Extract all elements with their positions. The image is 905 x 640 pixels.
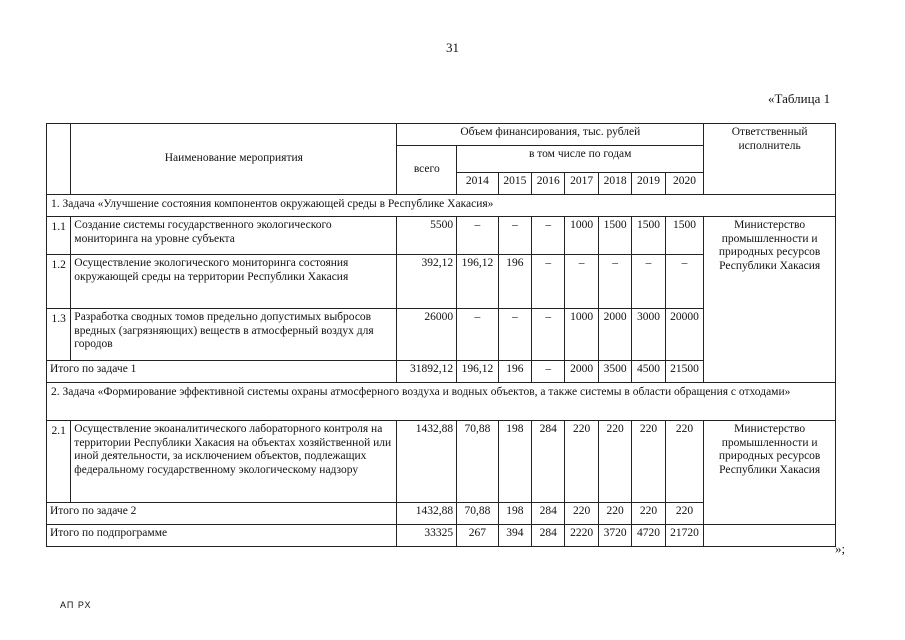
row-year-value: 220 <box>565 421 598 503</box>
header-num-blank <box>47 124 71 195</box>
subtotal-total: 31892,12 <box>397 361 457 383</box>
grand-total-year-value: 3720 <box>598 525 631 547</box>
row-number: 1.2 <box>47 255 71 309</box>
row-year-value: 1000 <box>565 217 598 255</box>
row-year-value: 2000 <box>598 309 631 361</box>
subtotal-year-value: 21500 <box>665 361 704 383</box>
row-year-value: 3000 <box>632 309 665 361</box>
row-name: Создание системы государственного экологического мониторинга на уровне субъекта <box>71 217 397 255</box>
header-responsible: Ответственный исполнитель <box>704 124 836 195</box>
row-name: Осуществление экологического мониторинга состояния окружающей среды на территории Республики Хакасия <box>71 255 397 309</box>
subtotal-year-value: 220 <box>565 503 598 525</box>
row-year-value: 20000 <box>665 309 704 361</box>
row-year-value: – <box>457 217 499 255</box>
subtotal-year-value: – <box>532 361 565 383</box>
grand-total-label: Итого по подпрограмме <box>47 525 397 547</box>
row-year-value: 1500 <box>665 217 704 255</box>
row-year-value: 220 <box>598 421 631 503</box>
row-year-value: – <box>632 255 665 309</box>
header-year: 2020 <box>665 173 704 195</box>
header-by-years: в том числе по годам <box>457 146 704 173</box>
row-year-value: – <box>457 309 499 361</box>
subtotal-year-value: 198 <box>498 503 531 525</box>
table-caption: «Таблица 1 <box>768 91 831 106</box>
row-year-value: 284 <box>532 421 565 503</box>
row-name: Осуществление экоаналитического лабораторного контроля на территории Республики Хакасия на объектах хозяйственной или иной деятельности, за исключением объектов, подлежащих федеральному государственному экологическому надзору <box>71 421 397 503</box>
row-year-value: – <box>598 255 631 309</box>
grand-total-year-value: 394 <box>498 525 531 547</box>
responsible-executor: Министерство промышленности и природных ресурсов Республики Хакасия <box>704 217 836 383</box>
grand-total-year-value: 21720 <box>665 525 704 547</box>
row-year-value: 220 <box>665 421 704 503</box>
row-year-value: 196 <box>498 255 531 309</box>
header-year: 2014 <box>457 173 499 195</box>
funding-table <box>46 123 836 547</box>
grand-total-year-value: 267 <box>457 525 499 547</box>
grand-total-year-value: 284 <box>532 525 565 547</box>
header-year: 2018 <box>598 173 631 195</box>
header-year: 2015 <box>498 173 531 195</box>
row-year-value: 198 <box>498 421 531 503</box>
row-year-value: – <box>665 255 704 309</box>
row-number: 2.1 <box>47 421 71 503</box>
page-number: 31 <box>446 40 459 55</box>
subtotal-label: Итого по задаче 1 <box>47 361 397 383</box>
responsible-executor: Министерство промышленности и природных ресурсов Республики Хакасия <box>704 421 836 525</box>
header-name: Наименование мероприятия <box>71 124 397 195</box>
subtotal-year-value: 70,88 <box>457 503 499 525</box>
grand-total-year-value: 4720 <box>632 525 665 547</box>
row-total: 5500 <box>397 217 457 255</box>
subtotal-year-value: 220 <box>665 503 704 525</box>
row-year-value: – <box>498 309 531 361</box>
row-year-value: – <box>532 217 565 255</box>
subtotal-year-value: 220 <box>632 503 665 525</box>
section-title: 1. Задача «Улучшение состояния компонентов окружающей среды в Республике Хакасия» <box>47 195 836 217</box>
row-name: Разработка сводных томов предельно допустимых выбросов вредных (загрязняющих) веществ в атмосферный воздух для городов <box>71 309 397 361</box>
row-total: 392,12 <box>397 255 457 309</box>
subtotal-year-value: 2000 <box>565 361 598 383</box>
header-year: 2017 <box>565 173 598 195</box>
row-year-value: – <box>498 217 531 255</box>
header-year: 2016 <box>532 173 565 195</box>
header-year: 2019 <box>632 173 665 195</box>
subtotal-year-value: 196,12 <box>457 361 499 383</box>
subtotal-year-value: 4500 <box>632 361 665 383</box>
header-funding: Объем финансирования, тыс. рублей <box>397 124 704 146</box>
grand-total-total: 33325 <box>397 525 457 547</box>
row-year-value: 220 <box>632 421 665 503</box>
grand-total-responsible-blank <box>704 525 836 547</box>
grand-total-year-value: 2220 <box>565 525 598 547</box>
row-year-value: – <box>532 309 565 361</box>
closing-quote-mark: »; <box>835 541 846 556</box>
row-total: 1432,88 <box>397 421 457 503</box>
row-number: 1.3 <box>47 309 71 361</box>
row-year-value: 196,12 <box>457 255 499 309</box>
row-year-value: – <box>532 255 565 309</box>
subtotal-year-value: 284 <box>532 503 565 525</box>
row-year-value: – <box>565 255 598 309</box>
row-year-value: 70,88 <box>457 421 499 503</box>
row-total: 26000 <box>397 309 457 361</box>
row-year-value: 1500 <box>632 217 665 255</box>
subtotal-label: Итого по задаче 2 <box>47 503 397 525</box>
row-year-value: 1500 <box>598 217 631 255</box>
subtotal-year-value: 196 <box>498 361 531 383</box>
row-year-value: 1000 <box>565 309 598 361</box>
subtotal-year-value: 3500 <box>598 361 631 383</box>
row-number: 1.1 <box>47 217 71 255</box>
header-total: всего <box>397 146 457 195</box>
section-title: 2. Задача «Формирование эффективной системы охраны атмосферного воздуха и водных объектов, а также системы в области обращения с отходами» <box>47 383 836 421</box>
subtotal-total: 1432,88 <box>397 503 457 525</box>
footer-label: АП РХ <box>60 600 92 610</box>
subtotal-year-value: 220 <box>598 503 631 525</box>
